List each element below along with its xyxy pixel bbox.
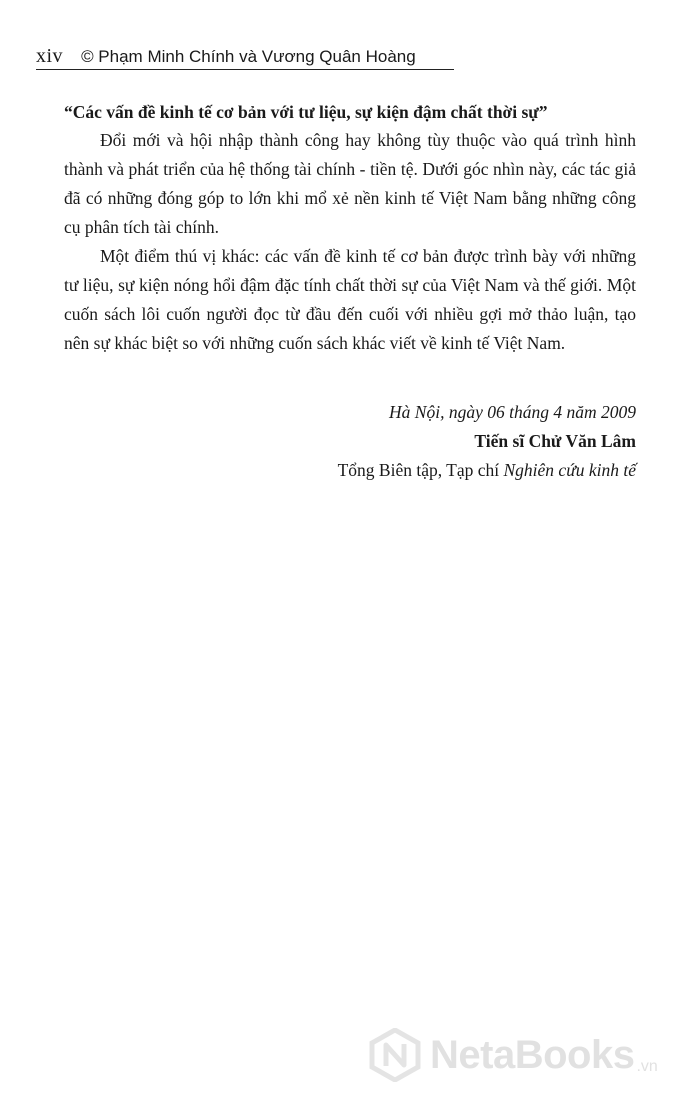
running-header: [36, 40, 454, 70]
signature-date: Hà Nội, ngày 06 tháng 4 năm 2009: [389, 402, 636, 422]
journal-name: Nghiên cứu kinh tế: [503, 460, 636, 480]
signature-role-title: Tổng Biên tập, Tạp chí: [337, 460, 504, 480]
page-body: [64, 98, 636, 485]
watermark-suffix: .vn: [636, 1058, 658, 1075]
running-title: © Phạm Minh Chính và Vương Quân Hoàng: [81, 47, 416, 66]
netabooks-logo-icon: [368, 1028, 422, 1082]
signature-block: [64, 398, 636, 485]
paragraph: Đổi mới và hội nhập thành công hay không tùy thuộc vào quá trình hình thành và phát triển của hệ thống tài chính - tiền tệ. Dưới góc nhìn này, các tác giả đã có những đóng góp to lớn khi mổ xẻ nền kinh tế Việt Nam bằng những công cụ phân tích tài chính.: [64, 130, 636, 237]
watermark-brand: NetaBooks: [430, 1033, 635, 1077]
watermark: [368, 1028, 658, 1082]
signature-name: Tiến sĩ Chử Văn Lâm: [474, 431, 636, 451]
section-heading: “Các vấn đề kinh tế cơ bản với tư liệu, sự kiện đậm chất thời sự”: [64, 102, 548, 122]
signature-role: [64, 456, 636, 485]
page-number: xiv: [36, 45, 64, 67]
paragraph: Một điểm thú vị khác: các vấn đề kinh tế cơ bản được trình bày với những tư liệu, sự kiện nóng hổi đậm đặc tính chất thời sự của Việt Nam và thế giới. Một cuốn sách lôi cuốn người đọc từ đầu đến cuối với nhiều gợi mở thảo luận, tạo nên sự khác biệt so với những cuốn sách khác viết về kinh tế Việt Nam.: [64, 246, 636, 353]
